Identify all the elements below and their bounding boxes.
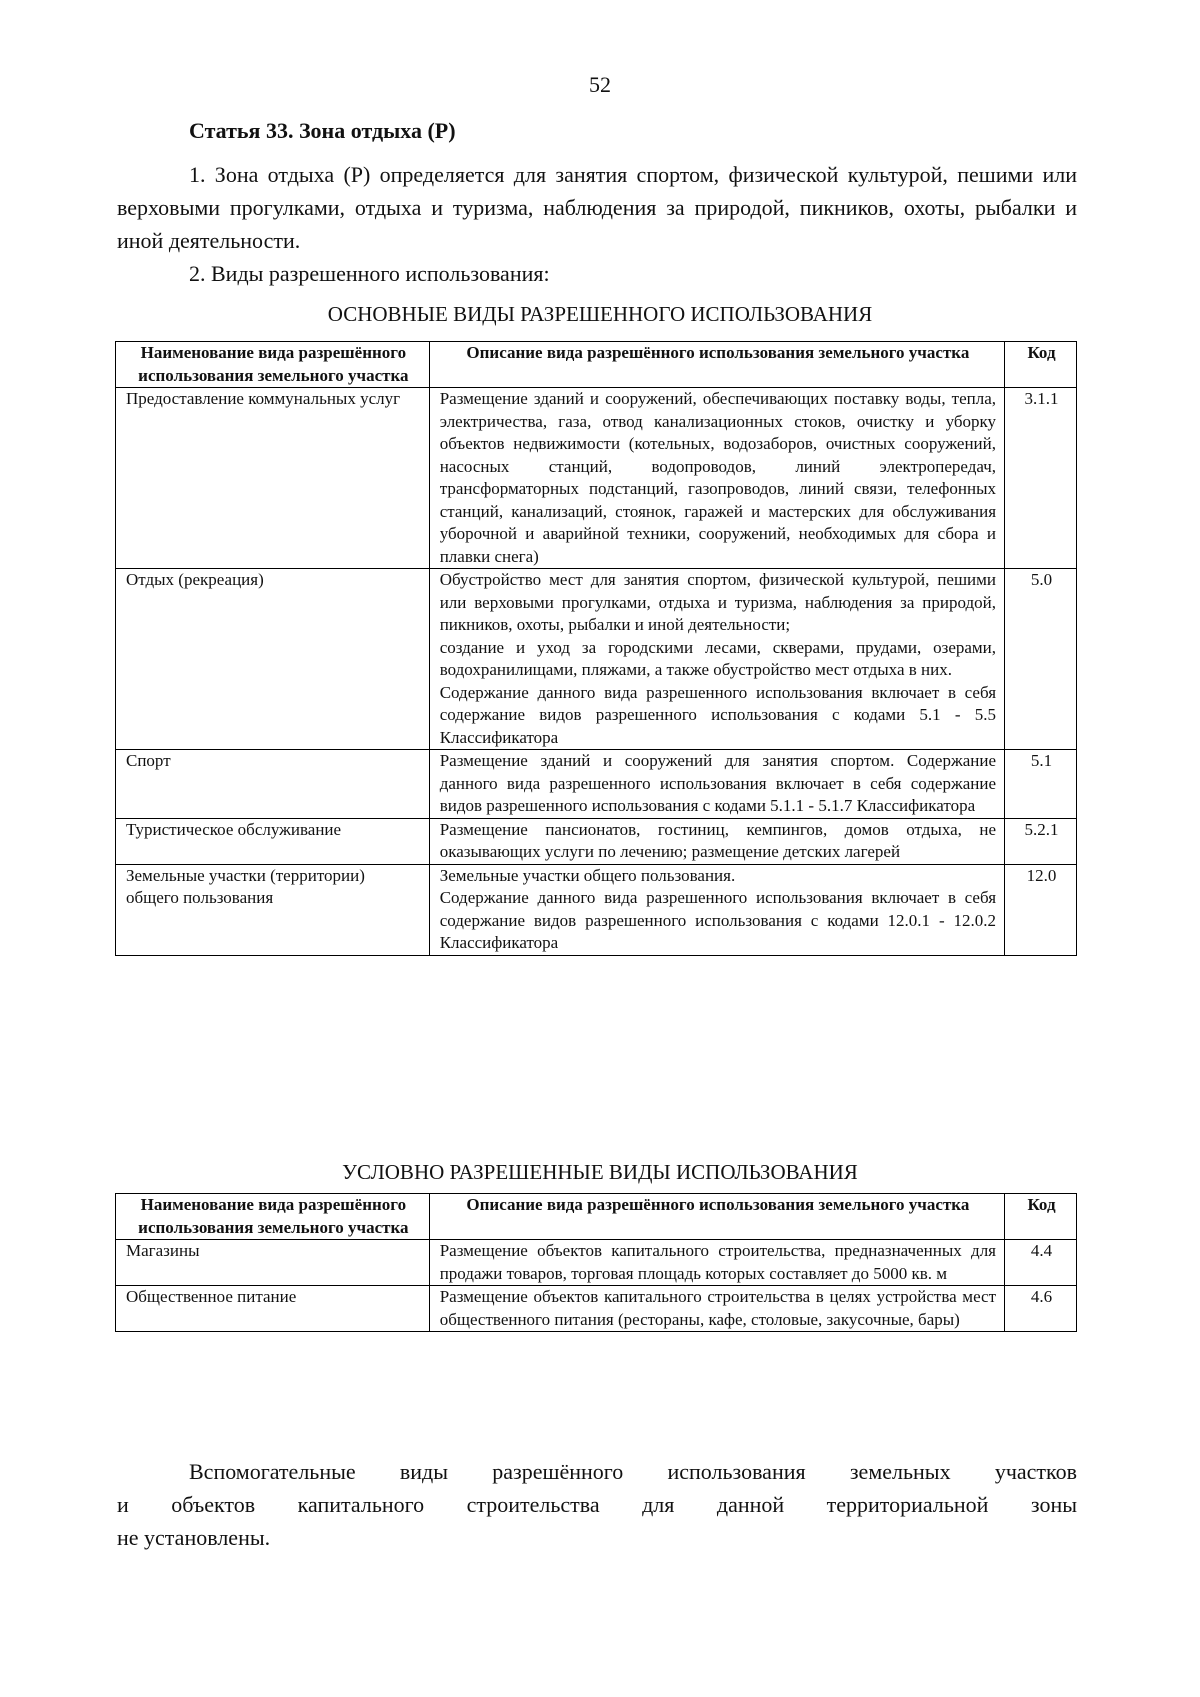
use-code: 12.0 bbox=[1005, 864, 1077, 955]
use-description bbox=[429, 818, 1004, 864]
use-description bbox=[429, 1286, 1004, 1332]
use-name: Общественное питание bbox=[116, 1286, 430, 1332]
main-uses-heading: ОСНОВНЫЕ ВИДЫ РАЗРЕШЕННОГО ИСПОЛЬЗОВАНИЯ bbox=[327, 302, 873, 326]
main-uses-body bbox=[116, 388, 1077, 956]
header-description: Описание вида разрешённого использования земельного участка bbox=[429, 1194, 1004, 1240]
header-description: Описание вида разрешённого использования земельного участка bbox=[429, 342, 1004, 388]
main-uses-table bbox=[115, 341, 1077, 956]
paragraph-zone-definition: 1. Зона отдыха (Р) определяется для занятия спортом, физической культурой, пешими или верховыми прогулками, отдыха и туризма, наблюдения за природой, пикников, охоты, рыбалки и иной деятельности. bbox=[117, 162, 1077, 253]
use-name: Земельные участки (территории) общего пользования bbox=[116, 864, 430, 955]
table-row bbox=[116, 1286, 1077, 1332]
conditional-uses-table bbox=[115, 1193, 1077, 1332]
final-line: и объектов капитального строительства для данной территориальной зоны bbox=[117, 1492, 1077, 1517]
use-description bbox=[429, 864, 1004, 955]
use-name: Магазины bbox=[116, 1240, 430, 1286]
use-description bbox=[429, 750, 1004, 819]
use-code: 5.2.1 bbox=[1005, 818, 1077, 864]
table-header-row bbox=[116, 342, 1077, 388]
use-name: Спорт bbox=[116, 750, 430, 819]
header-name: Наименование вида разрешённого использования земельного участка bbox=[116, 342, 430, 388]
description-paragraph: Размещение зданий и сооружений, обеспечивающих поставку воды, тепла, электричества, газа, отвод канализационных стоков, очистку и уборку объектов недвижимости (котельных, водозаборов, очистных сооружений, насосных станций, водопроводов, линий электропередач, трансформаторных подстанций, газопроводов, линий связи, телефонных станций, канализаций, стоянок, гаражей и мастерских для обслуживания уборочной и аварийной техники, сооружений, необходимых для сбора и плавки снега) bbox=[439, 389, 997, 566]
table-header-row bbox=[116, 1194, 1077, 1240]
use-description bbox=[429, 569, 1004, 750]
header-code: Код bbox=[1005, 1194, 1077, 1240]
description-paragraph: Размещение объектов капитального строительства в целях устройства мест общественного питания (рестораны, кафе, столовые, закусочные, бары) bbox=[439, 1287, 997, 1329]
use-name: Отдых (рекреация) bbox=[116, 569, 430, 750]
description-paragraph: Содержание данного вида разрешенного использования включает в себя содержание видов разрешенного использования с кодами 12.0.1 - 12.0.2 Классификатора bbox=[439, 888, 997, 952]
description-paragraph: Содержание данного вида разрешенного использования включает в себя содержание видов разрешенного использования с кодами 5.1 - 5.5 Классификатора bbox=[439, 682, 997, 747]
description-paragraph: Размещение объектов капитального строительства, предназначенных для продажи товаров, торговая площадь которых составляет до 5000 кв. м bbox=[439, 1241, 997, 1283]
conditional-uses-body bbox=[116, 1240, 1077, 1332]
table-row bbox=[116, 569, 1077, 750]
table-row bbox=[116, 864, 1077, 955]
use-name: Туристическое обслуживание bbox=[116, 818, 430, 864]
use-code: 4.4 bbox=[1005, 1240, 1077, 1286]
header-name: Наименование вида разрешённого использования земельного участка bbox=[116, 1194, 430, 1240]
final-line: не установлены. bbox=[117, 1525, 271, 1550]
use-code: 4.6 bbox=[1005, 1286, 1077, 1332]
article-title: Статья 33. Зона отдыха (Р) bbox=[189, 118, 456, 143]
use-code: 3.1.1 bbox=[1005, 388, 1077, 569]
use-code: 5.0 bbox=[1005, 569, 1077, 750]
table-row bbox=[116, 818, 1077, 864]
header-code: Код bbox=[1005, 342, 1077, 388]
final-line: Вспомогательные виды разрешённого использования земельных участков bbox=[189, 1459, 1077, 1484]
use-name: Предоставление коммунальных услуг bbox=[116, 388, 430, 569]
use-description bbox=[429, 1240, 1004, 1286]
table-row bbox=[116, 750, 1077, 819]
description-paragraph: Земельные участки общего пользования. bbox=[439, 865, 736, 885]
use-code: 5.1 bbox=[1005, 750, 1077, 819]
page-number: 52 bbox=[589, 72, 611, 97]
description-paragraph: Размещение зданий и сооружений для занятия спортом. Содержание данного вида разрешенного использования включает в себя содержание видов разрешенного использования с кодами 5.1.1 - 5.1.7 Классификатора bbox=[439, 751, 997, 815]
table-row bbox=[116, 388, 1077, 569]
table-row bbox=[116, 1240, 1077, 1286]
conditional-uses-heading: УСЛОВНО РАЗРЕШЕННЫЕ ВИДЫ ИСПОЛЬЗОВАНИЯ bbox=[342, 1160, 858, 1184]
auxiliary-uses-paragraph bbox=[117, 1455, 1077, 1554]
paragraph-use-types: 2. Виды разрешенного использования: bbox=[189, 261, 550, 286]
use-description bbox=[429, 388, 1004, 569]
description-paragraph: создание и уход за городскими лесами, скверами, прудами, озерами, водохранилищами, пляжами, а также обустройство мест отдыха в них. bbox=[439, 637, 997, 679]
description-paragraph: Размещение пансионатов, гостиниц, кемпингов, домов отдыха, не оказывающих услуги по лечению; размещение детских лагерей bbox=[439, 819, 997, 861]
description-paragraph: Обустройство мест для занятия спортом, физической культурой, пешими или верховыми прогулками, отдыха и туризма, наблюдения за природой, пикников, охоты, рыбалки и иной деятельности; bbox=[439, 570, 997, 634]
